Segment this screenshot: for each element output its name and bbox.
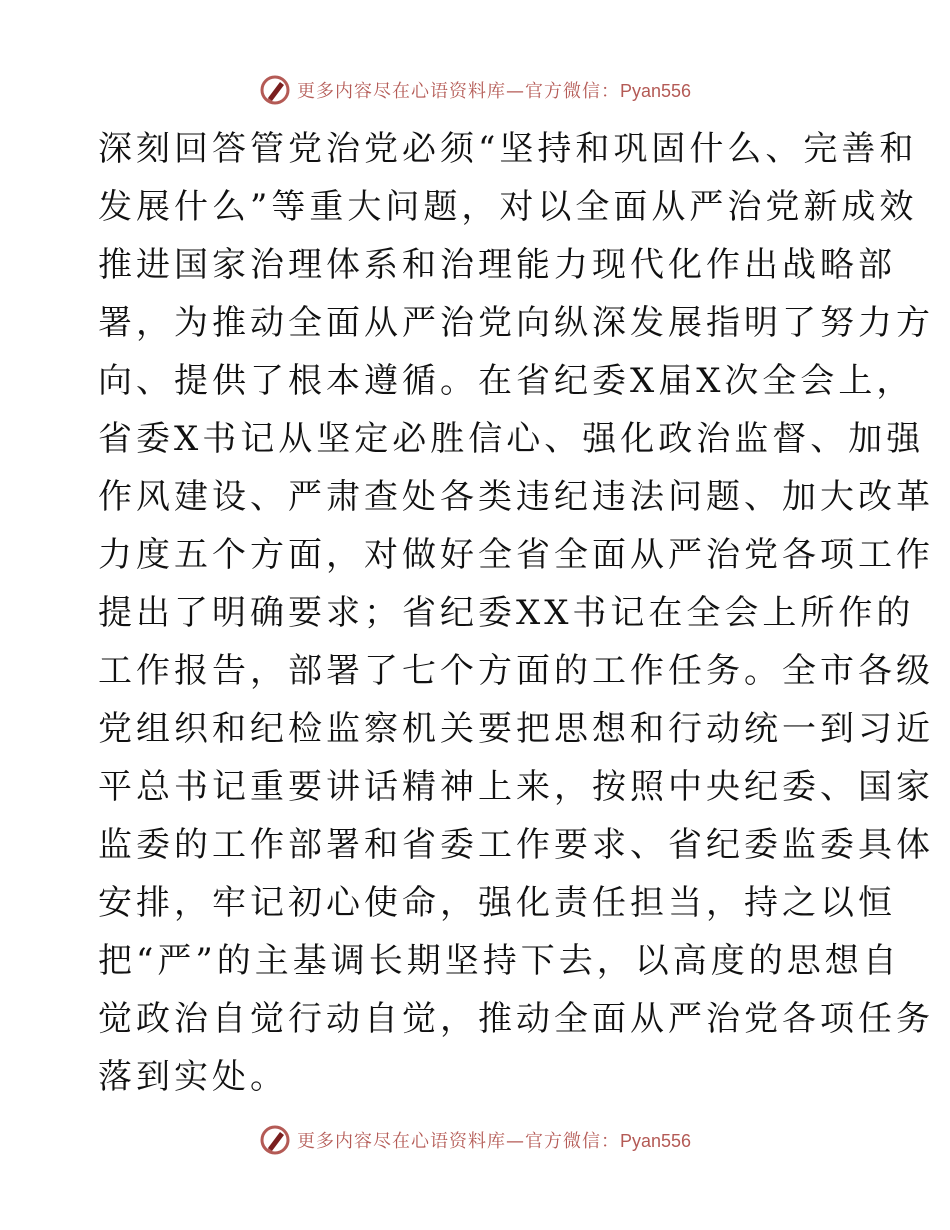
footer-wechat-label: 官方微信： [524,1131,620,1152]
footer-wechat-handle: Pyan556 [619,1131,692,1151]
body-line: 平总书记重要讲话精神上来，按照中央纪委、国家 [98,767,934,807]
body-line: 把“严”的主基调长期坚持下去，以高度的思想自 [98,941,901,981]
body-line: 力度五个方面，对做好全省全面从严治党各项工作 [98,535,934,575]
body-line: 工作报告，部署了七个方面的工作任务。全市各级 [98,651,934,691]
body-line: 提出了明确要求；省纪委XX书记在全会上所作的 [98,593,915,633]
pen-circle-icon [259,74,291,106]
body-line: 安排，牢记初心使命，强化责任担当，持之以恒 [98,883,896,923]
body-line: 向、提供了根本遵循。在省纪委X届X次全会上， [98,361,915,401]
body-line: 落到实处。 [98,1057,288,1097]
footer-banner [0,1120,950,1160]
footer-banner-text [297,1127,691,1153]
body-line: 党组织和纪检监察机关要把思想和行动统一到习近 [98,709,934,749]
header-site-text: 更多内容尽在心语资料库 [296,81,506,102]
body-line: 发展什么”等重大问题，对以全面从严治党新成效 [98,187,918,227]
body-line: 觉政治自觉行动自觉，推动全面从严治党各项任务 [98,999,934,1039]
body-line: 监委的工作部署和省委工作要求、省纪委监委具体 [98,825,934,865]
body-line: 省委X书记从坚定必胜信心、强化政治监督、加强 [98,419,925,459]
header-banner [0,70,950,110]
footer-site-text: 更多内容尽在心语资料库 [296,1131,506,1152]
header-banner-text [297,77,691,103]
header-wechat-handle: Pyan556 [619,81,692,101]
header-separator: — [505,81,525,102]
footer-separator: — [505,1131,525,1152]
body-line: 推进国家治理体系和治理能力现代化作出战略部 [98,245,896,285]
header-wechat-label: 官方微信： [524,81,620,102]
body-line: 署，为推动全面从严治党向纵深发展指明了努力方 [98,303,934,343]
document-body [98,120,934,1106]
body-line: 作风建设、严肃查处各类违纪违法问题、加大改革 [98,477,934,517]
body-line: 深刻回答管党治党必须“坚持和巩固什么、完善和 [98,129,918,169]
pen-circle-icon [259,1124,291,1156]
